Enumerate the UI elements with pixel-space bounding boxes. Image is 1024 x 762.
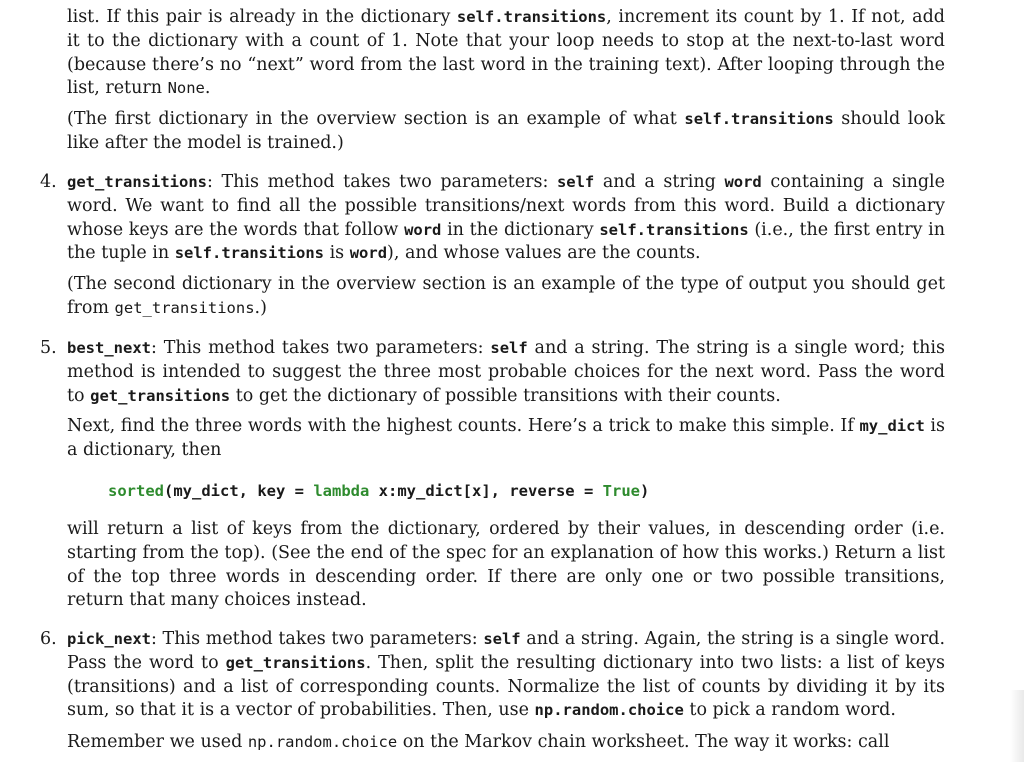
text-run: , increment its count by 1. If not, add it to the dictionary with a count of 1. Note that your loop needs to stop at the next-to-last word (because there’s no “next” word from the last word in the training text). After looping through the list, return (67, 7, 945, 99)
item-number-6: 6. (40, 629, 57, 649)
code-token: (my_dict, key (164, 482, 295, 500)
text-run: to get the dictionary of possible transitions with their counts. (230, 385, 781, 406)
code-word: word (349, 244, 388, 263)
code-none: None (167, 79, 205, 98)
code-word: word (724, 173, 762, 191)
text-run: .) (254, 297, 267, 318)
code-self-transitions: self.transitions (456, 8, 607, 26)
code-self: self (556, 173, 595, 191)
text-run: on the Markov chain worksheet. The way it works: call (397, 732, 890, 752)
item5-trick-paragraph (67, 415, 945, 463)
text-run: in the dictionary (441, 219, 600, 240)
text-run: ), and whose values are the counts. (387, 243, 701, 264)
text-run: to pick a random word. (683, 700, 896, 721)
item4-paragraph (67, 171, 945, 266)
text-run: should look like after the model is trained.) (67, 109, 945, 153)
code-my-dict: my_dict (859, 417, 925, 435)
code-token: x:my_dict[x], reverse (369, 482, 584, 500)
text-run: (The second dictionary in the overview section is an example of the type of output you should get from (67, 274, 945, 318)
text-run: is (324, 243, 350, 264)
item5-paragraph (67, 337, 945, 408)
code-self-transitions: self.transitions (599, 220, 749, 239)
item3-note-paragraph (67, 108, 945, 156)
item-number-5: 5. (40, 338, 57, 358)
code-self: self (490, 339, 528, 357)
item6-paragraph (67, 628, 945, 723)
code-token-equals: = (583, 482, 594, 500)
item6-remember-paragraph (67, 731, 945, 755)
code-token: ) (640, 482, 650, 500)
text-run: : This method takes two parameters: (206, 172, 557, 192)
item-number-4: 4. (40, 172, 57, 192)
item5-explanation-paragraph: will return a list of keys from the dictionary, ordered by their values, in descending order (i.e. starting from the top). (See the end of the spec for an explanation of how this works.) Return a list of the top three words in descending order. If there are only one or two possible transitions, return that many choices instead. (67, 519, 945, 611)
method-name-pick-next: pick_next (67, 630, 151, 648)
method-name-get-transitions: get_transitions (67, 173, 207, 191)
text-run: and a string (594, 172, 725, 192)
code-self: self (483, 630, 521, 648)
text-run: Next, find the three words with the highest counts. Here’s a trick to make this simple. If (67, 416, 860, 436)
text-run: and a string. Again, the string is a single word. Pass the word to (67, 629, 946, 673)
code-token (593, 482, 602, 500)
code-word: word (404, 220, 442, 239)
code-token-lambda: lambda (313, 482, 370, 500)
text-run: . (204, 78, 211, 99)
text-run: (i.e., the first entry in the tuple in (67, 219, 945, 264)
text-run: : This method takes two parameters: (151, 629, 484, 649)
code-token-sorted: sorted (108, 482, 164, 500)
method-name-best-next: best_next (67, 339, 151, 357)
text-run: containing a single word. We want to find all the possible transitions/next words from this word. Build a dictionary whose keys are the words that follow (67, 172, 945, 240)
code-self-transitions: self.transitions (174, 244, 324, 263)
text-run: and a string. The string is a single word; this method is intended to suggest the three most probable choices for the next word. Pass the word to (67, 338, 945, 406)
text-run: list. If this pair is already in the dictionary (67, 7, 457, 27)
code-snippet-sorted (108, 480, 649, 502)
text-run: . Then, split the resulting dictionary into two lists: a list of keys (transitions) and a list of corresponding counts. Normalize the list of counts by dividing it by its sum, so that it is a vector of probabilities. Then, use (67, 652, 945, 721)
item3-continuation-paragraph (67, 6, 945, 101)
code-token-true: True (602, 482, 640, 500)
page-edge-shadow (1010, 690, 1024, 762)
code-get-transitions: get_transitions (114, 298, 255, 317)
code-token (304, 482, 313, 500)
code-get-transitions: get_transitions (90, 386, 231, 405)
text-run: is a dictionary, then (67, 416, 946, 460)
code-self-transitions: self.transitions (684, 110, 834, 128)
item4-note-paragraph (67, 273, 945, 321)
text-run: Remember we used (67, 732, 248, 752)
code-np-random-choice: np.random.choice (247, 733, 398, 751)
code-np-random-choice: np.random.choice (534, 701, 684, 720)
text-run: (The first dictionary in the overview section is an example of what (67, 109, 685, 129)
text-run: : This method takes two parameters: (151, 338, 491, 358)
code-token-equals: = (294, 482, 304, 500)
code-get-transitions: get_transitions (225, 653, 366, 672)
